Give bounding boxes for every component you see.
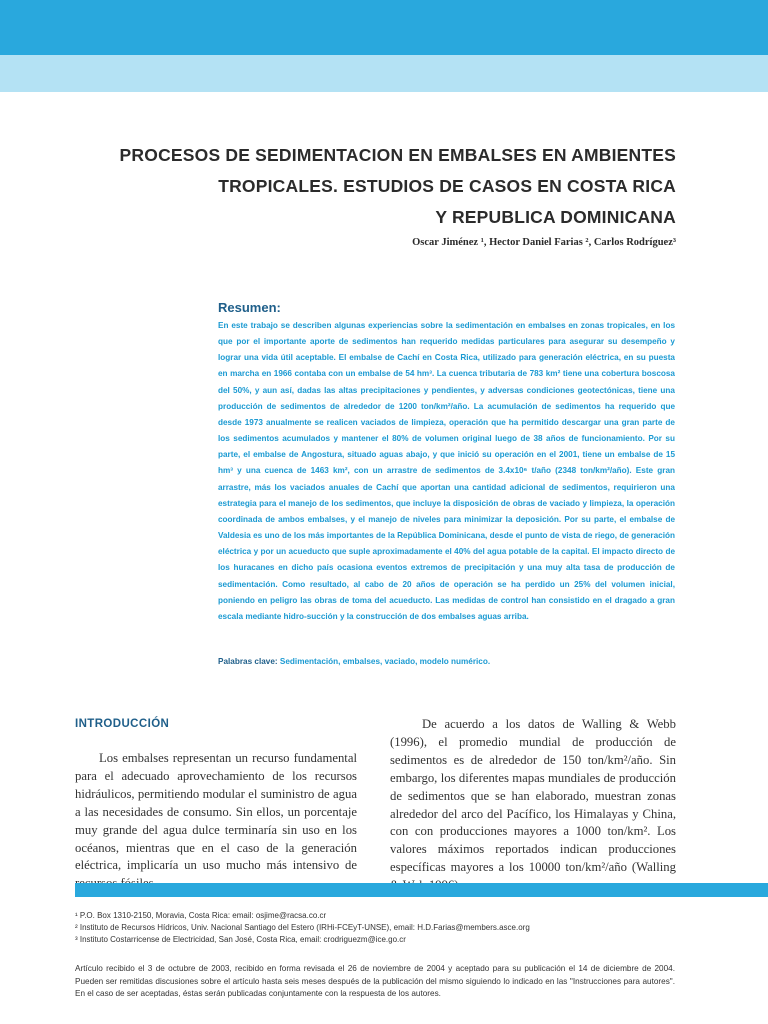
header-band-light — [0, 55, 768, 92]
keywords-label: Palabras clave: — [218, 657, 278, 666]
keywords — [218, 657, 675, 666]
title-line-1: PROCESOS DE SEDIMENTACION EN EMBALSES EN AMBIENTES — [119, 145, 676, 165]
introduction-heading: INTRODUCCIÓN — [75, 718, 170, 730]
introduction-left-paragraph: Los embalses representan un recurso fundamental para el adecuado aprovechamiento de los recursos hidráulicos, permitiendo modular el suministro de agua a las necesidades de consumo. Sin ellos, un porcentaje muy grande del agua dulce terminaría sin uso en los océanos, mientras que en el caso de la generación eléctrica, implicaría un uso mucho más intensivo de — [75, 751, 357, 873]
title-line-2: TROPICALES. ESTUDIOS DE CASOS EN COSTA RICA — [218, 176, 676, 196]
abstract-heading: Resumen: — [218, 300, 281, 315]
keywords-text: Sedimentación, embalses, vaciado, modelo numérico. — [277, 657, 491, 666]
title-line-3: Y REPUBLICA DOMINICANA — [435, 207, 676, 227]
received-note: Artículo recibido el 3 de octubre de 2003, recibido en forma revisada el 26 de noviembre de 2004 y aceptado para su publicación el 14 de diciembre de 2004. Pueden ser remitidas discusiones sobre el artículo hasta seis meses después de la publicación del mismo siguiendo lo indicado en las "Instrucciones para autores". En el caso de ser aceptadas, éstas serán publicadas conjuntamente con la respuesta de los autores. — [75, 964, 675, 998]
header-band — [0, 0, 768, 55]
footnote-divider-band — [75, 883, 768, 897]
article-title — [60, 140, 676, 233]
footnotes — [75, 910, 695, 946]
abstract-text: En este trabajo se describen algunas experiencias sobre la sedimentación en embalses en zonas tropicales, en los que por el importante aporte de sedimentos han requerido medidas particulares para asegurar su desempeño y lograr una vida útil aceptable. El embalse de Cachí en Costa Rica, utilizado para generación eléctrica, en su puesta en marcha en 1966 contaba con un embalse de 54 hm³. La cuenca tributaria de 783 km² tiene una cobertura boscosa del 50%, y aun así, dadas las altas precipitaciones y pendientes, y adversas condiciones geotectónicas, tiene una producción de sedimentos de alrededor de 1200 ton/km²/año. La acumulación de sedimentos ha requerido que desde 1973 anualmente se realicen vaciados de limpieza, operación que ha permitido descargar una gran parte de los sedimentos acumulados y mantener el 80% de volumen original luego de 38 años de funcionamiento. Por su parte, el embalse de Angostura, situado aguas abajo, y que inició su operación en el 2001, tiene un embalse de 15 hm³ y una cuenca de 1463 km², con un arrastre de sedimentos de 3.4x10⁶ t/año (2348 ton/km²/año). Este gran arrastre, más los vaciados anuales de Cachí que aportan una cantidad adicional de sedimentos, requirieron una estrategia para el manejo de los sedimentos, que incluye la disposición de obras de vaciado y limpieza, la operación coordinada de ambos embalses, y el manejo de niveles para minimizar la deposición. Por su parte, el embalse de Valdesia es uno de los más importantes de la República Dominicana, desde el punto de vista de riego, de generación eléctrica y por un acueducto que suple aproximadamente el 40% del agua potable de la capital. El impacto directo de los huracanes en dicho país ocasiona eventos extremos de precipitación y una muy alta tasa de producción de sedimentación. Como resultado, al cabo de 20 años de operación se ha perdido un 25% del volumen inicial, poniendo en peligro las obras de toma del acueducto. Las medidas de control han consistido en el dragado a gran escala mediante hidro-succión y la construcción de dos embalses aguas arriba. — [218, 321, 675, 621]
footnote-2: ² Instituto de Recursos Hídricos, Univ. Nacional Santiago del Estero (IRHi-FCEyT-UNSE), email: H.D.Farias@members.asce.org — [75, 923, 530, 932]
introduction-right-paragraph: De acuerdo a los datos de Walling & Webb (1996), el promedio mundial de producción de sedimentos es de alrededor de 150 ton/km²/año. Sin embargo, los diferentes mapas mundiales de producción de sedimentos que se han elaborado, muestran zonas alrededor del arco del Pacífico, los Himalayas y China, con con producciones mayores a 1000 ton/km². Los valores máximos reportados indican producciones específicas mayores a los 10000 ton/km²/año (Walling — [390, 717, 676, 875]
authors: Oscar Jiménez ¹, Hector Daniel Farias ², Carlos Rodríguez³ — [412, 237, 676, 248]
footnote-3: ³ Instituto Costarricense de Electricidad, San José, Costa Rica, email: crodriguezm@ice.go.cr — [75, 935, 406, 944]
footnote-1: ¹ P.O. Box 1310-2150, Moravia, Costa Rica: email: osjime@racsa.co.cr — [75, 911, 327, 920]
